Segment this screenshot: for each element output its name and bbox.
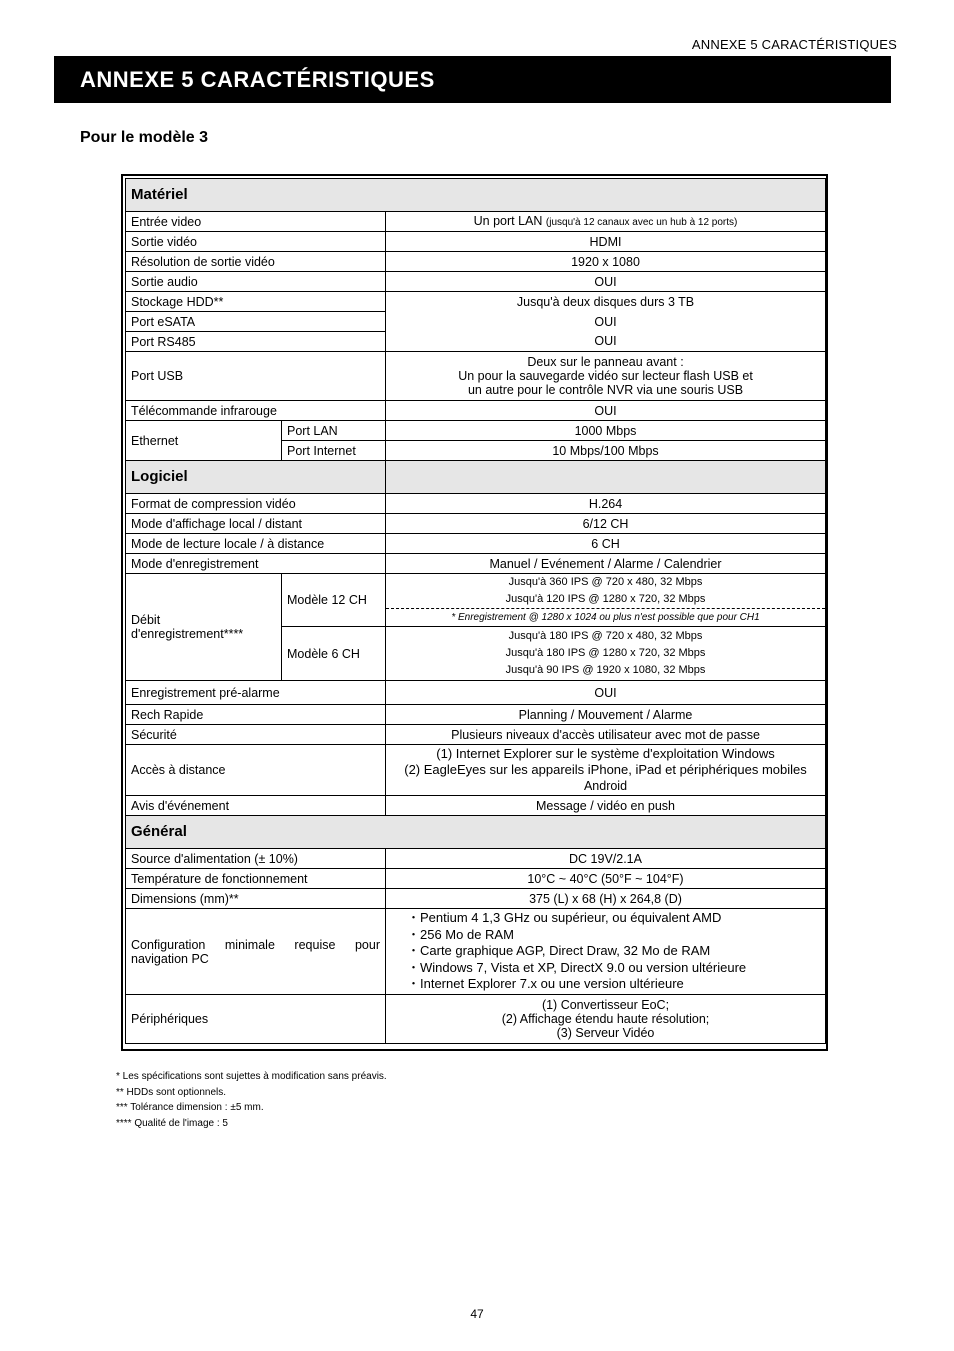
table-row xyxy=(126,401,826,421)
spec-label: Enregistrement pré-alarme xyxy=(126,681,386,705)
table-row xyxy=(126,292,826,312)
section-heading: Logiciel xyxy=(126,461,386,494)
table-row xyxy=(126,796,826,816)
footnote: * Les spécifications sont sujettes à modification sans préavis. xyxy=(116,1071,387,1082)
spec-value: Message / vidéo en push xyxy=(386,796,826,816)
spec-label: Port RS485 xyxy=(126,332,386,352)
spec-label: Avis d'événement xyxy=(126,796,386,816)
footnotes xyxy=(116,1069,387,1131)
spec-value: Jusqu'à deux disques durs 3 TB xyxy=(386,292,826,312)
table-row xyxy=(126,681,826,705)
spec-note: (jusqu'à 12 canaux avec un hub à 12 ports) xyxy=(545,216,738,228)
page-title: ANNEXE 5 CARACTÉRISTIQUES xyxy=(80,67,435,92)
spec-label: Format de compression vidéo xyxy=(126,494,386,514)
spec-value: 10°C ~ 40°C (50°F ~ 104°F) xyxy=(386,869,826,889)
table-row xyxy=(126,252,826,272)
footnote: ** HDDs sont optionnels. xyxy=(116,1086,227,1098)
spec-value: 6/12 CH xyxy=(386,514,826,534)
spec-sublabel: Port Internet xyxy=(282,441,386,461)
spec-value: OUI xyxy=(386,312,826,332)
list-item: ・ 256 Mo de RAM xyxy=(420,927,820,944)
spec-label: Température de fonctionnement xyxy=(126,869,386,889)
list-item: ・ Carte graphique AGP, Direct Draw, 32 Mo de RAM xyxy=(420,943,820,960)
spec-note: * Enregistrement @ 1280 x 1024 ou plus n'est possible que pour CH1 xyxy=(386,608,825,626)
table-row xyxy=(126,745,826,796)
table-row xyxy=(126,574,826,627)
table-row xyxy=(126,534,826,554)
spec-label: Entrée video xyxy=(126,212,386,232)
table-row xyxy=(126,212,826,232)
section-subtitle: Pour le modèle 3 xyxy=(80,129,209,146)
spec-label: Sortie audio xyxy=(126,272,386,292)
table-row xyxy=(126,849,826,869)
spec-label: Sortie vidéo xyxy=(126,232,386,252)
spec-label: Mode d'affichage local / distant xyxy=(126,514,386,534)
table-row xyxy=(126,995,826,1044)
spec-value: Plusieurs niveaux d'accès utilisateur avec mot de passe xyxy=(386,725,826,745)
list-item: ・ Internet Explorer 7.x ou une version ultérieure xyxy=(420,976,820,993)
table-row xyxy=(126,705,826,725)
footnote: **** Qualité de l'image : 5 xyxy=(116,1117,228,1129)
section-heading: Matériel xyxy=(126,179,826,212)
page-number: 47 xyxy=(470,1307,484,1321)
table-row xyxy=(126,494,826,514)
spec-value: 1920 x 1080 xyxy=(386,252,826,272)
table-row xyxy=(126,909,826,995)
spec-value: Planning / Mouvement / Alarme xyxy=(386,705,826,725)
table-row xyxy=(126,514,826,534)
spec-label: Rech Rapide xyxy=(126,705,386,725)
spec-label: Accès à distance xyxy=(126,745,386,796)
table-row xyxy=(126,312,826,332)
spec-label: Stockage HDD** xyxy=(126,292,386,312)
spec-label: Mode d'enregistrement xyxy=(126,554,386,574)
spec-value: Jusqu'à 180 IPS @ 720 x 480, 32 Mbps Jusqu'à 180 IPS @ 1280 x 720, 32 Mbps Jusqu'à 90 IPS @ 1920 x 1080, 32 Mbps xyxy=(386,627,826,681)
section-blank-cell xyxy=(386,461,826,494)
spec-label: Périphériques xyxy=(126,995,386,1044)
spec-label: Sécurité xyxy=(126,725,386,745)
spec-value: OUI xyxy=(386,401,826,421)
spec-value: OUI xyxy=(386,681,826,705)
spec-value: (1) Convertisseur EoC; (2) Affichage étendu haute résolution; (3) Serveur Vidéo xyxy=(386,995,826,1044)
spec-value: (1) Internet Explorer sur le système d'exploitation Windows (2) EagleEyes sur les appareils iPhone, iPad et périphériques mobiles Android xyxy=(386,745,826,796)
spec-label: Configuration minimale requise pour navigation PC xyxy=(126,909,386,995)
running-header: ANNEXE 5 CARACTÉRISTIQUES xyxy=(691,37,897,52)
list-item: ・ Windows 7, Vista et XP, DirectX 9.0 ou version ultérieure xyxy=(420,960,820,977)
spec-value: 375 (L) x 68 (H) x 264,8 (D) xyxy=(386,889,826,909)
section-row-materiel xyxy=(126,179,826,212)
title-bar xyxy=(54,56,891,103)
spec-label: Port USB xyxy=(126,352,386,401)
footnote: *** Tolérance dimension : ±5 mm. xyxy=(116,1102,264,1113)
spec-label: Débit d'enregistrement**** xyxy=(126,574,282,681)
section-row-logiciel xyxy=(126,461,826,494)
spec-value: OUI xyxy=(386,332,826,352)
spec-label: Dimensions (mm)** xyxy=(126,889,386,909)
spec-value: Manuel / Evénement / Alarme / Calendrier xyxy=(386,554,826,574)
spec-value: 10 Mbps/100 Mbps xyxy=(386,441,826,461)
spec-sublabel: Modèle 12 CH xyxy=(282,574,386,627)
spec-label: Résolution de sortie vidéo xyxy=(126,252,386,272)
table-row xyxy=(126,332,826,352)
table-row xyxy=(126,725,826,745)
table-row xyxy=(126,869,826,889)
spec-value: Deux sur le panneau avant : Un pour la sauvegarde vidéo sur lecteur flash USB et un autre pour le contrôle NVR via une souris USB xyxy=(386,352,826,401)
list-item: ・ Pentium 4 1,3 GHz ou supérieur, ou équivalent AMD xyxy=(420,910,820,927)
spec-label: Mode de lecture locale / à distance xyxy=(126,534,386,554)
spec-value xyxy=(386,909,826,995)
spec-value: H.264 xyxy=(386,494,826,514)
table-row xyxy=(126,554,826,574)
spec-label: Source d'alimentation (± 10%) xyxy=(126,849,386,869)
spec-value: 1000 Mbps xyxy=(386,421,826,441)
requirements-list xyxy=(406,910,820,993)
table-row xyxy=(126,421,826,441)
table-row xyxy=(126,352,826,401)
spec-sublabel: Port LAN xyxy=(282,421,386,441)
spec-table xyxy=(125,178,826,1044)
table-row xyxy=(126,889,826,909)
spec-table-frame xyxy=(121,174,828,1051)
spec-value: 6 CH xyxy=(386,534,826,554)
spec-value: HDMI xyxy=(386,232,826,252)
spec-label: Ethernet xyxy=(126,421,282,461)
spec-sublabel: Modèle 6 CH xyxy=(282,627,386,681)
section-row-general xyxy=(126,816,826,849)
spec-value: DC 19V/2.1A xyxy=(386,849,826,869)
spec-label: Télécommande infrarouge xyxy=(126,401,386,421)
section-heading: Général xyxy=(126,816,826,849)
spec-value: Un port LAN (jusqu'à 12 canaux avec un hub à 12 ports) xyxy=(386,212,826,232)
table-row xyxy=(126,232,826,252)
table-row xyxy=(126,272,826,292)
spec-value: Jusqu'à 360 IPS @ 720 x 480, 32 Mbps Jusqu'à 120 IPS @ 1280 x 720, 32 Mbps * Enregistrement @ 1280 x 1024 ou plus n'est possible que pour CH1 xyxy=(386,574,826,627)
spec-label: Port eSATA xyxy=(126,312,386,332)
spec-value: OUI xyxy=(386,272,826,292)
